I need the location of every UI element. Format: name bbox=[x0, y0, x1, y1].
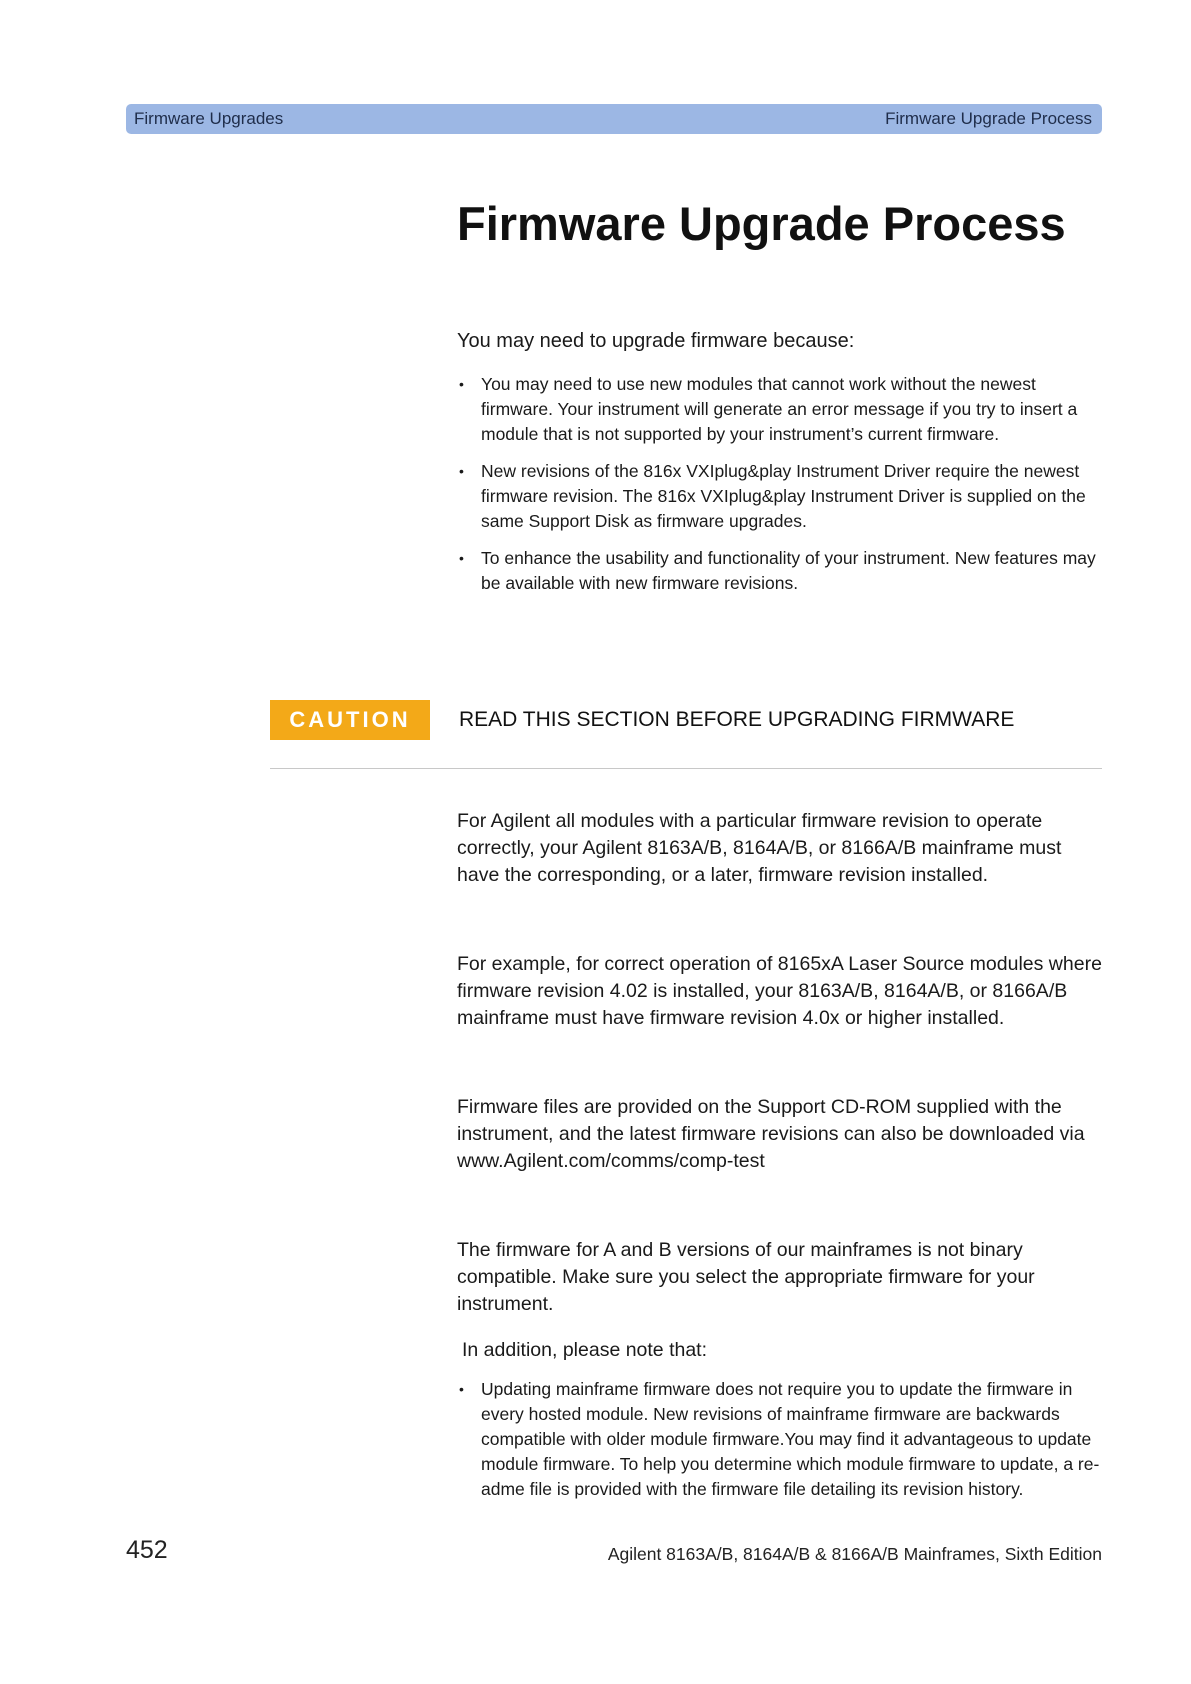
page-title: Firmware Upgrade Process bbox=[457, 197, 1066, 250]
header-section-right: Firmware Upgrade Process bbox=[885, 109, 1092, 128]
divider bbox=[270, 768, 1102, 769]
caution-badge: CAUTION bbox=[270, 700, 430, 740]
caution-heading: READ THIS SECTION BEFORE UPGRADING FIRMWARE bbox=[459, 708, 1015, 731]
paragraph-binary-compatibility: The firmware for A and B versions of our mainframes is not binary compatible. Make sure you select the appropriate firmware for your instrument. bbox=[457, 1239, 1035, 1315]
paragraph-example: For example, for correct operation of 8165xA Laser Source modules where firmware revision 4.02 is installed, your 8163A/B, 8164A/B, or 8166A/B mainframe must have firmware revision 4.0x or higher installed. bbox=[457, 953, 1102, 1029]
list-item: • New revisions of the 816x VXIplug&play Instrument Driver require the newest firmware revision. The 816x VXIplug&play Instrument Driver is supplied on the same Support Disk as firmware upgrades. bbox=[457, 459, 1103, 534]
page-number: 452 bbox=[126, 1536, 168, 1564]
running-header bbox=[126, 104, 1102, 134]
list-item: • To enhance the usability and functionality of your instrument. New features may be available with new firmware revisions. bbox=[457, 546, 1103, 596]
notes-list bbox=[457, 1377, 1103, 1514]
list-item: • You may need to use new modules that cannot work without the newest firmware. Your instrument will generate an error message if you try to insert a module that is not supported by your instrument’s current firmware. bbox=[457, 372, 1103, 447]
header-section-left: Firmware Upgrades bbox=[134, 109, 284, 128]
paragraph-revision-requirement: For Agilent all modules with a particular firmware revision to operate correctly, your Agilent 8163A/B, 8164A/B, or 8166A/B mainframe must have the corresponding, or a later, firmware revision installed. bbox=[457, 810, 1062, 886]
reasons-list bbox=[457, 372, 1103, 608]
footer-text: Agilent 8163A/B, 8164A/B & 8166A/B Mainframes, Sixth Edition bbox=[607, 1544, 1102, 1564]
note-intro: In addition, please note that: bbox=[462, 1339, 708, 1361]
list-item: • Updating mainframe firmware does not require you to update the firmware in every hosted module. New revisions of mainframe firmware are backwards compatible with older module firmware.You may find it advantageous to update module firmware. To help you determine which module firmware to update, a re-adme file is provided with the firmware file detailing its revision history. bbox=[457, 1377, 1103, 1502]
paragraph-firmware-files: Firmware files are provided on the Support CD-ROM supplied with the instrument, and the latest firmware revisions can also be downloaded via www.Agilent.com/comms/comp-test bbox=[457, 1096, 1085, 1172]
intro-text: You may need to upgrade firmware because: bbox=[457, 330, 855, 352]
